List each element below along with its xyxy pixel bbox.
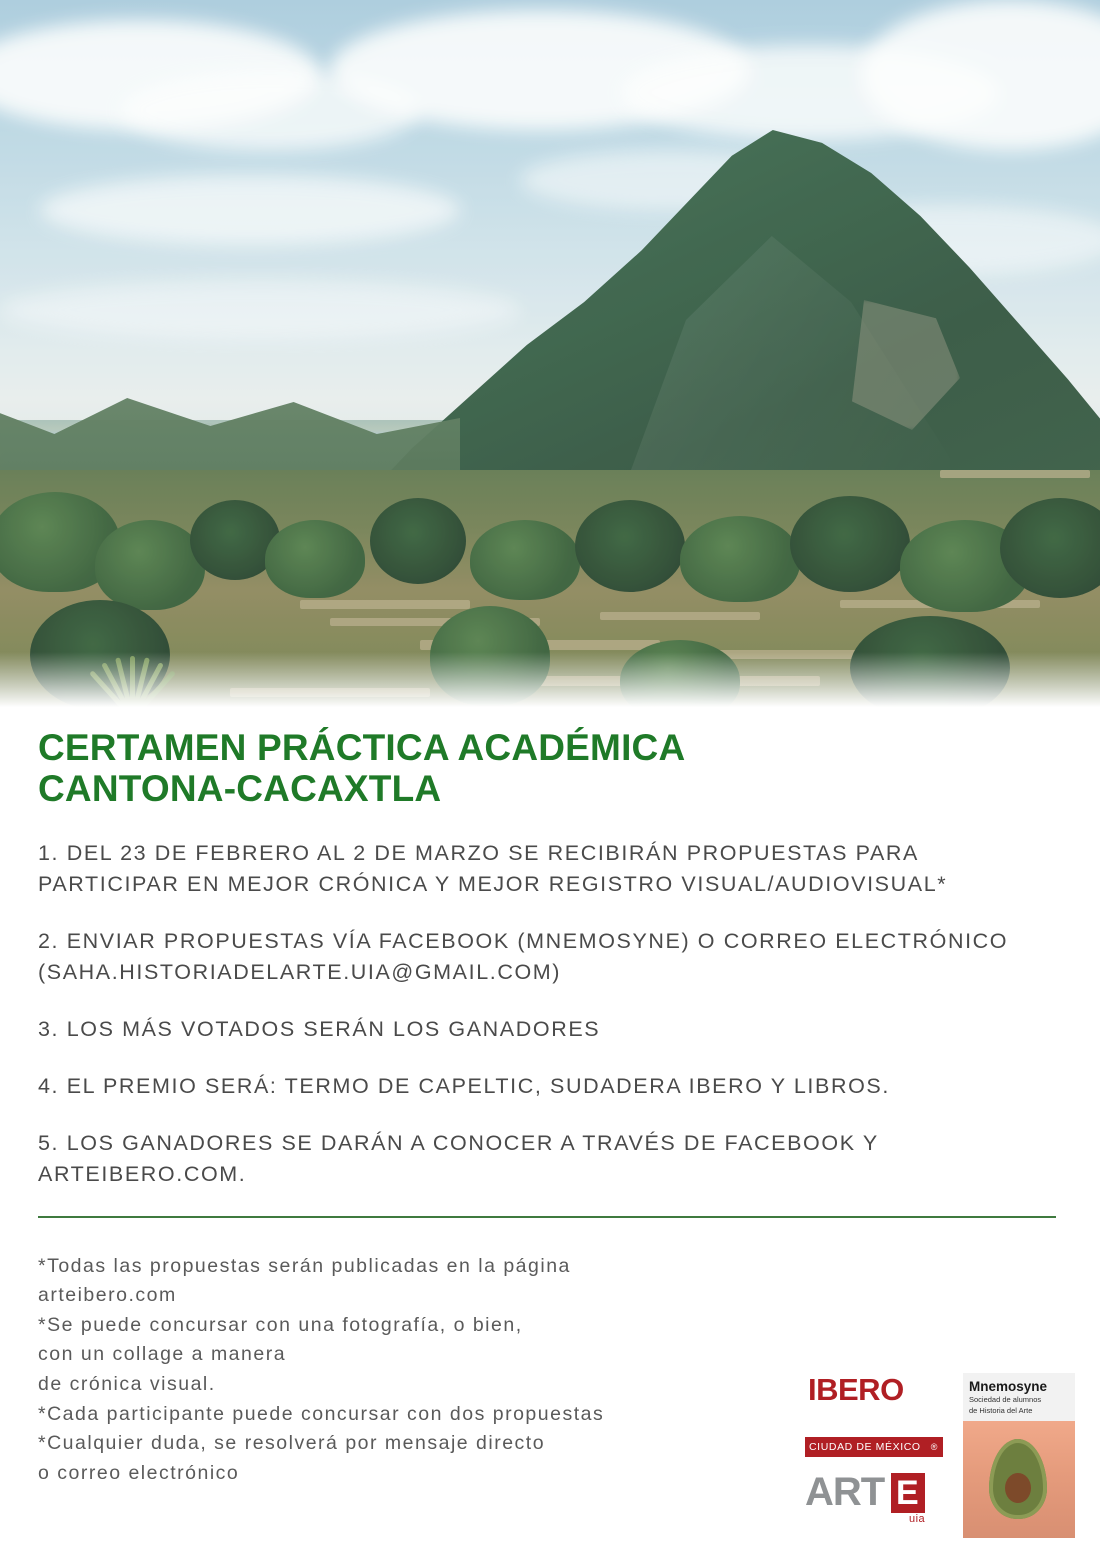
- arte-letter-block: [891, 1473, 925, 1513]
- footnote-line: o correo electrónico: [38, 1461, 240, 1484]
- mnemosyne-subtitle-line-2: de Historia del Arte: [969, 1405, 1033, 1415]
- footnote-line: con un collage a manera: [38, 1343, 287, 1366]
- avocado-body-icon: [989, 1439, 1047, 1519]
- page-title: [38, 727, 938, 810]
- arte-wordmark: ART: [805, 1470, 885, 1514]
- ibero-tagline-bar: [805, 1437, 943, 1457]
- ibero-wordmark: IBERO: [808, 1372, 904, 1407]
- registered-mark-icon: ®: [930, 1442, 938, 1452]
- ibero-logo-box: [805, 1373, 943, 1435]
- footnote-line: *Cualquier duda, se resolverá por mensaje directo: [38, 1432, 546, 1455]
- arte-uia-logo: [805, 1471, 945, 1529]
- arte-subtext: uia: [909, 1513, 926, 1525]
- arte-letter: E: [896, 1474, 919, 1512]
- photo-tint: [0, 0, 1100, 712]
- photo-bottom-fade: [0, 652, 1100, 712]
- mnemosyne-logo: [963, 1373, 1075, 1538]
- rule-item: 1. DEL 23 DE FEBRERO AL 2 DE MARZO SE RECIBIRÁN PROPUESTAS PARA PARTICIPAR EN MEJOR CRÓNICA Y MEJOR REGISTRO VISUAL/AUDIOVISUAL*: [38, 840, 948, 896]
- rule-item: 5. LOS GANADORES SE DARÁN A CONOCER A TRAVÉS DE FACEBOOK Y ARTEIBERO.COM.: [38, 1130, 879, 1186]
- mnemosyne-title: Mnemosyne: [969, 1379, 1048, 1394]
- rule-item: 3. LOS MÁS VOTADOS SERÁN LOS GANADORES: [38, 1016, 601, 1041]
- title-line-1: CERTAMEN PRÁCTICA ACADÉMICA: [38, 727, 686, 768]
- logo-group: [805, 1373, 1075, 1538]
- footnote-line: arteibero.com: [38, 1284, 177, 1307]
- title-line-2: CANTONA-CACAXTLA: [38, 768, 442, 810]
- avocado-illustration: [963, 1421, 1075, 1538]
- avocado-pit-icon: [1005, 1473, 1031, 1503]
- rule-item: 2. ENVIAR PROPUESTAS VÍA FACEBOOK (MNEMOSYNE) O CORREO ELECTRÓNICO (SAHA.HISTORIADELARTE.UIA@GMAIL.COM): [38, 928, 1009, 984]
- footnote-line: de crónica visual.: [38, 1373, 216, 1395]
- footnote-line: *Se puede concursar con una fotografía, o bien,: [38, 1313, 523, 1336]
- ibero-logo: [805, 1373, 945, 1457]
- divider: [38, 1216, 1056, 1218]
- footnote-line: *Todas las propuestas serán publicadas en la página: [38, 1254, 571, 1277]
- rules-list: [38, 838, 1058, 1190]
- ibero-tagline: CIUDAD DE MÉXICO: [809, 1441, 921, 1453]
- hero-photo: [0, 0, 1100, 712]
- footnote-line: *Cada participante puede concursar con dos propuestas: [38, 1402, 605, 1425]
- rule-item: 4. EL PREMIO SERÁ: TERMO DE CAPELTIC, SUDADERA IBERO Y LIBROS.: [38, 1073, 890, 1098]
- footnotes: [38, 1252, 738, 1489]
- mnemosyne-subtitle-line-1: Sociedad de alumnos: [969, 1395, 1042, 1404]
